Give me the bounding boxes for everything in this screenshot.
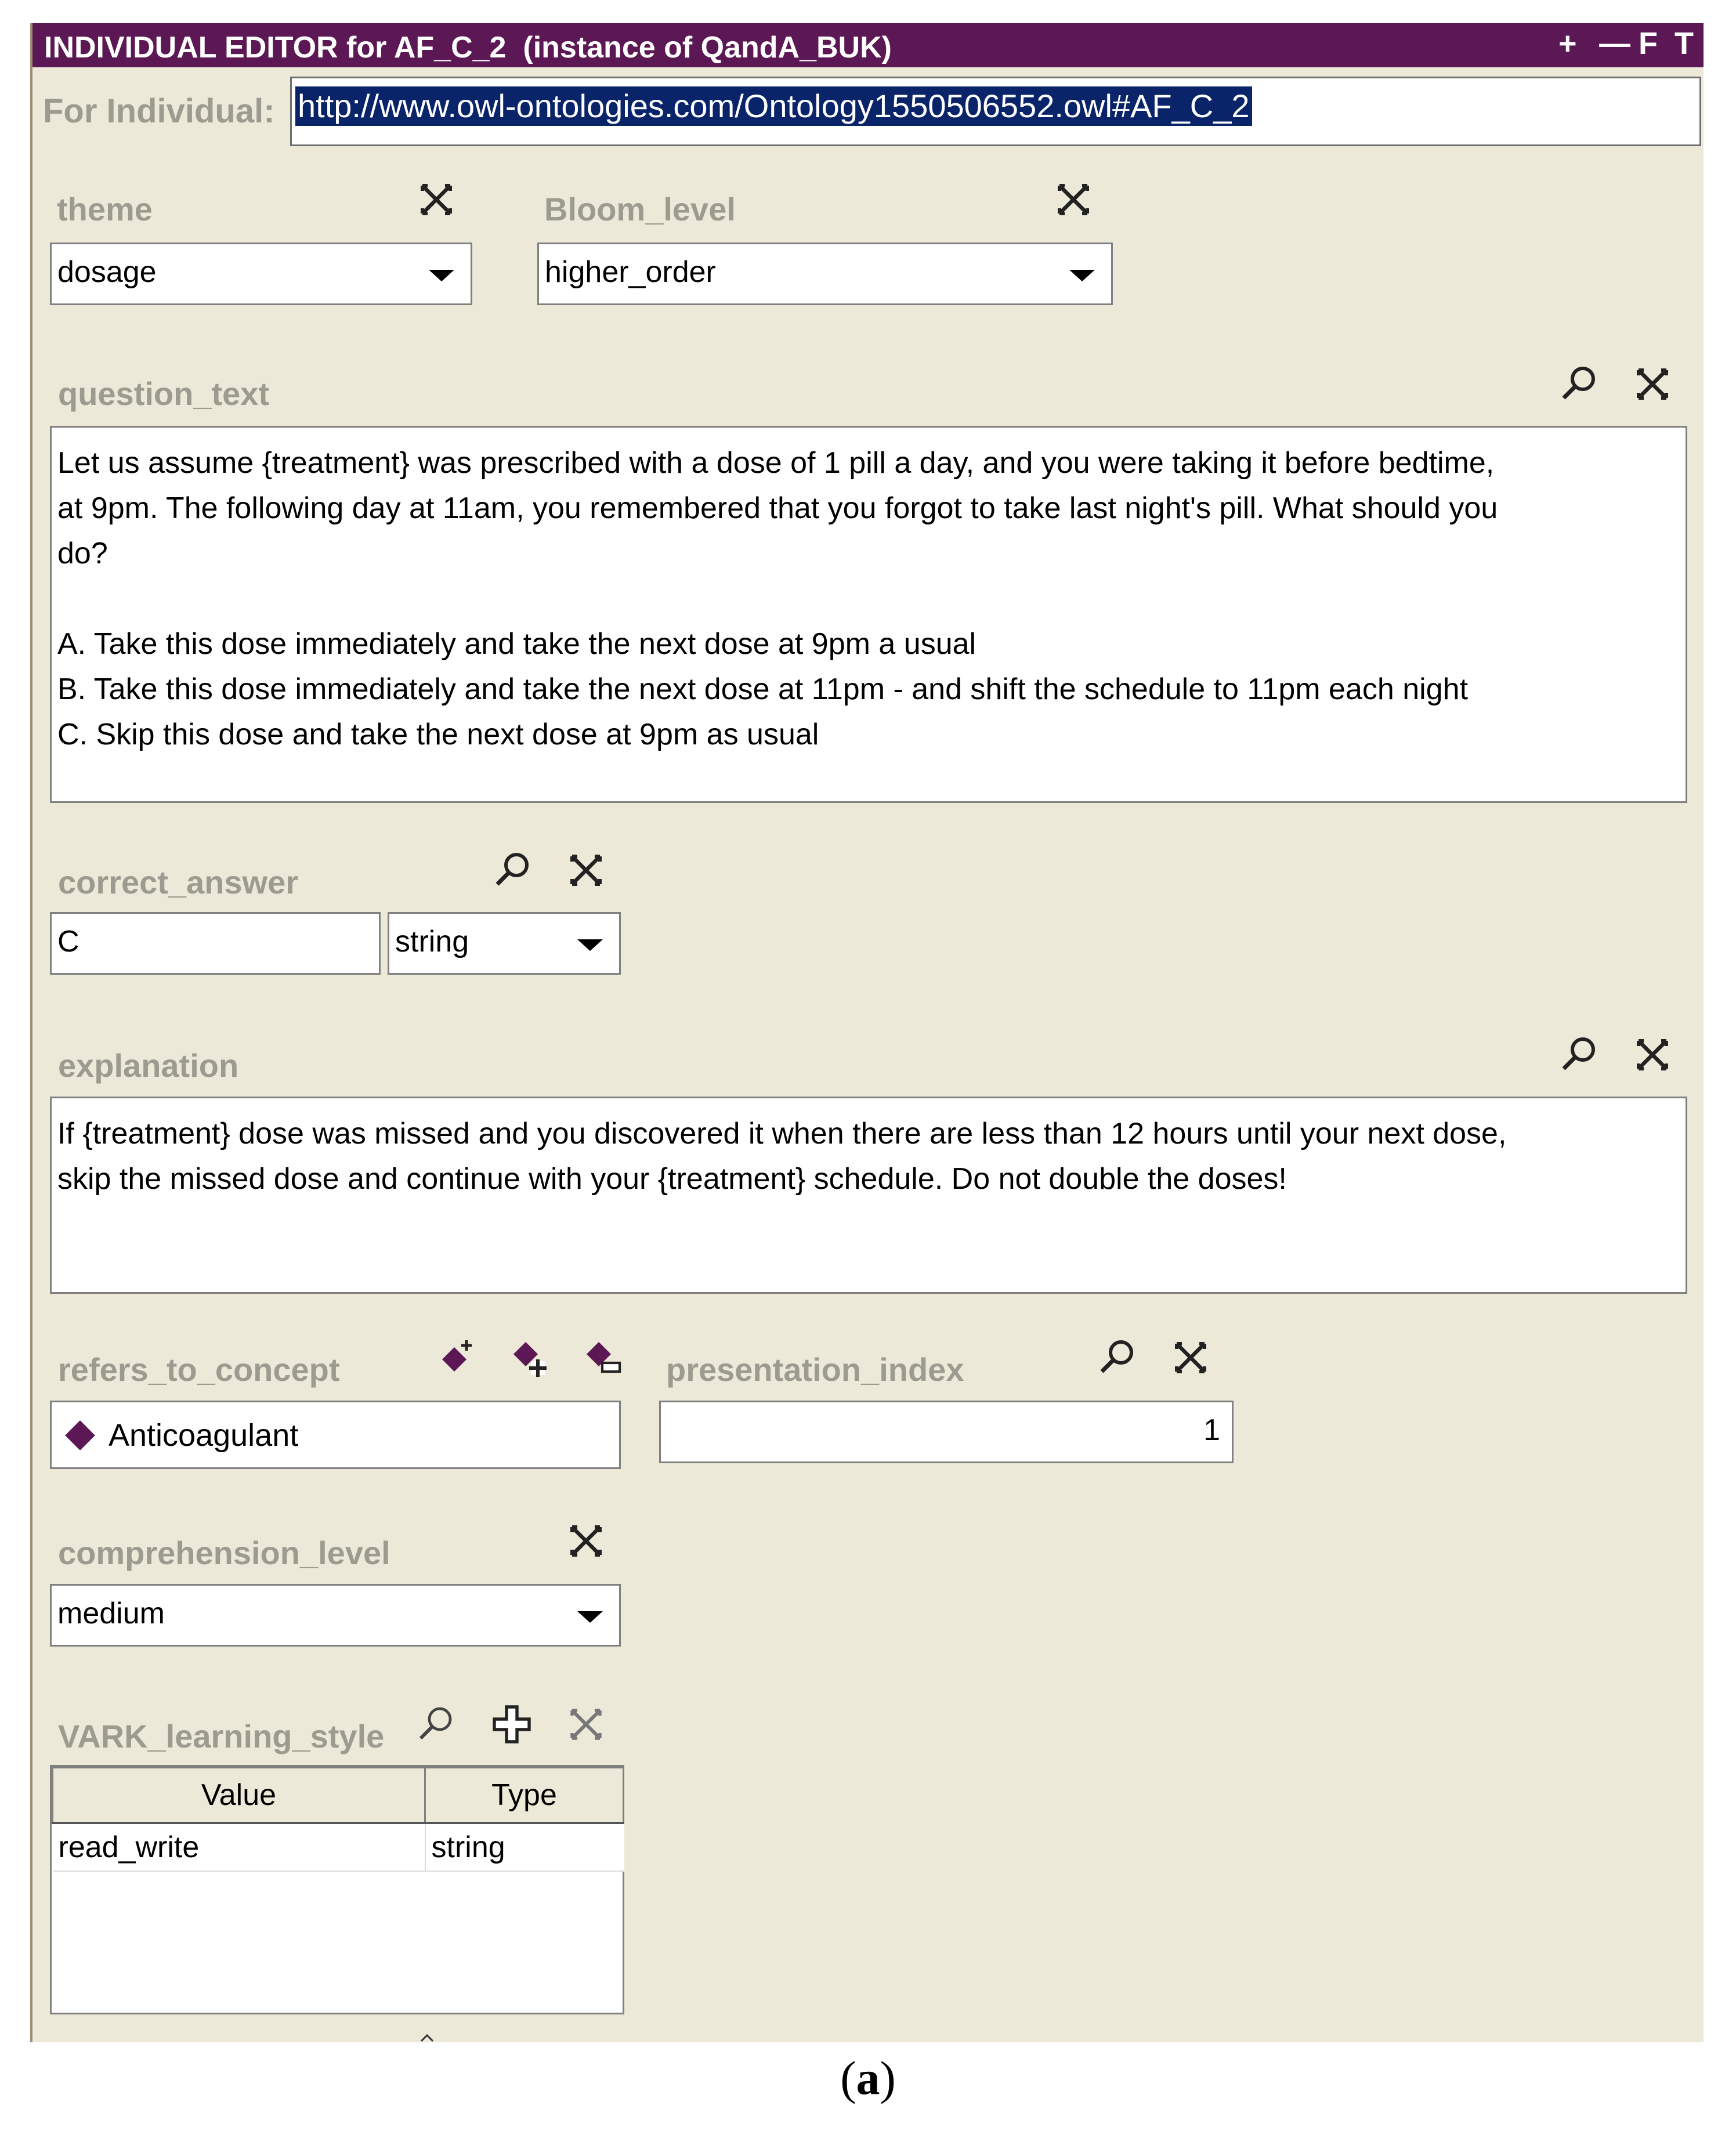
delete-comprehension-level-icon[interactable] (565, 1520, 607, 1562)
explanation-label: explanation (58, 1047, 239, 1084)
correct-answer-input[interactable] (50, 912, 381, 975)
question-text-line (57, 576, 1680, 621)
comprehension-level-label: comprehension_level (58, 1535, 390, 1571)
window-title: INDIVIDUAL EDITOR for AF_C_2 (instance of QandA_BUK) (44, 31, 892, 64)
correct-answer-label: correct_answer (58, 864, 299, 900)
delete-vark-icon[interactable] (565, 1703, 607, 1745)
vark-table (52, 1767, 624, 1872)
remove-concept-icon[interactable] (581, 1337, 623, 1379)
vark-cell-type[interactable]: string (425, 1823, 624, 1871)
theme-value: dosage (57, 255, 157, 289)
table-row[interactable] (53, 1823, 624, 1871)
refers-to-concept-label: refers_to_concept (58, 1351, 340, 1388)
individual-editor-panel (30, 23, 1704, 2042)
question-text-line: at 9pm. The following day at 11am, you remembered that you forgot to take last night's pill. What should you (57, 491, 1498, 525)
concept-value[interactable]: Anticoagulant (108, 1418, 299, 1453)
correct-answer-type-value: string (395, 925, 469, 958)
bloom-level-select[interactable] (537, 243, 1113, 305)
delete-presentation-index-icon[interactable] (1170, 1337, 1211, 1379)
vark-column-header-type[interactable]: Type (425, 1768, 624, 1824)
title-bar (32, 23, 1704, 67)
t-control-button[interactable]: T (1674, 26, 1694, 61)
caption-letter: a (856, 2052, 880, 2104)
correct-answer-value: C (57, 925, 79, 958)
question-text-line: do? (57, 537, 108, 570)
for-individual-label: For Individual: (43, 92, 275, 130)
caption-close: ) (880, 2052, 896, 2104)
bloom-level-value: higher_order (545, 255, 716, 289)
vark-table-container (50, 1765, 624, 2014)
bloom-level-label: Bloom_level (544, 191, 736, 227)
add-concept-icon[interactable] (508, 1337, 550, 1379)
search-presentation-index-icon[interactable] (1097, 1337, 1138, 1379)
chevron-down-icon (577, 939, 603, 951)
comprehension-level-value: medium (57, 1597, 165, 1630)
vark-learning-style-label: VARK_learning_style (58, 1718, 385, 1754)
add-vark-value-icon[interactable] (491, 1703, 533, 1745)
vark-column-header-value[interactable]: Value (53, 1768, 425, 1824)
delete-explanation-icon[interactable] (1632, 1034, 1673, 1076)
explanation-area[interactable] (50, 1097, 1687, 1294)
remove-control-button[interactable]: — (1599, 26, 1630, 61)
question-text-line: B. Take this dose immediately and take the next dose at 11pm - and shift the schedule to 11pm each night (57, 672, 1469, 706)
chevron-down-icon (577, 1611, 603, 1623)
vark-cell-value[interactable]: read_write (53, 1823, 425, 1871)
individual-uri-value: http://www.owl-ontologies.com/Ontology1550506552.owl#AF_C_2 (295, 86, 1252, 126)
presentation-index-label: presentation_index (666, 1351, 964, 1388)
comprehension-level-select[interactable] (50, 1584, 621, 1647)
chevron-down-icon (429, 270, 454, 281)
create-concept-icon[interactable] (435, 1337, 477, 1379)
add-control-button[interactable]: + (1558, 26, 1577, 61)
presentation-index-input[interactable] (659, 1401, 1234, 1463)
delete-question-text-icon[interactable] (1632, 363, 1673, 405)
concept-diamond-icon (62, 1417, 98, 1453)
search-explanation-icon[interactable] (1558, 1034, 1600, 1076)
question-text-label: question_text (58, 375, 270, 412)
theme-label: theme (57, 191, 153, 227)
search-question-text-icon[interactable] (1558, 363, 1600, 405)
presentation-index-value: 1 (1203, 1413, 1220, 1447)
refers-to-concept-list[interactable] (50, 1401, 621, 1469)
search-vark-icon[interactable] (415, 1703, 457, 1745)
delete-correct-answer-icon[interactable] (565, 849, 607, 891)
delete-theme-icon[interactable] (415, 179, 457, 220)
search-correct-answer-icon[interactable] (492, 849, 534, 891)
figure-caption (0, 2051, 1736, 2106)
question-text-area[interactable] (50, 426, 1687, 803)
individual-uri-field[interactable] (290, 77, 1701, 146)
explanation-line: skip the missed dose and continue with your {treatment} schedule. Do not double the doses! (57, 1162, 1287, 1196)
theme-select[interactable] (50, 243, 472, 305)
chevron-down-icon (1069, 270, 1095, 281)
delete-bloom-level-icon[interactable] (1053, 179, 1094, 220)
splitter-caret-icon[interactable] (420, 2033, 434, 2042)
correct-answer-type-select[interactable] (388, 912, 621, 975)
question-text-line: C. Skip this dose and take the next dose at 9pm as usual (57, 718, 819, 751)
question-text-line: A. Take this dose immediately and take the next dose at 9pm a usual (57, 627, 976, 661)
caption-open: ( (840, 2052, 856, 2104)
question-text-line: Let us assume {treatment} was prescribed with a dose of 1 pill a day, and you were taking it before bedtime, (57, 446, 1495, 480)
f-control-button[interactable]: F (1639, 26, 1658, 61)
explanation-line: If {treatment} dose was missed and you discovered it when there are less than 12 hours until your next dose, (57, 1117, 1507, 1151)
